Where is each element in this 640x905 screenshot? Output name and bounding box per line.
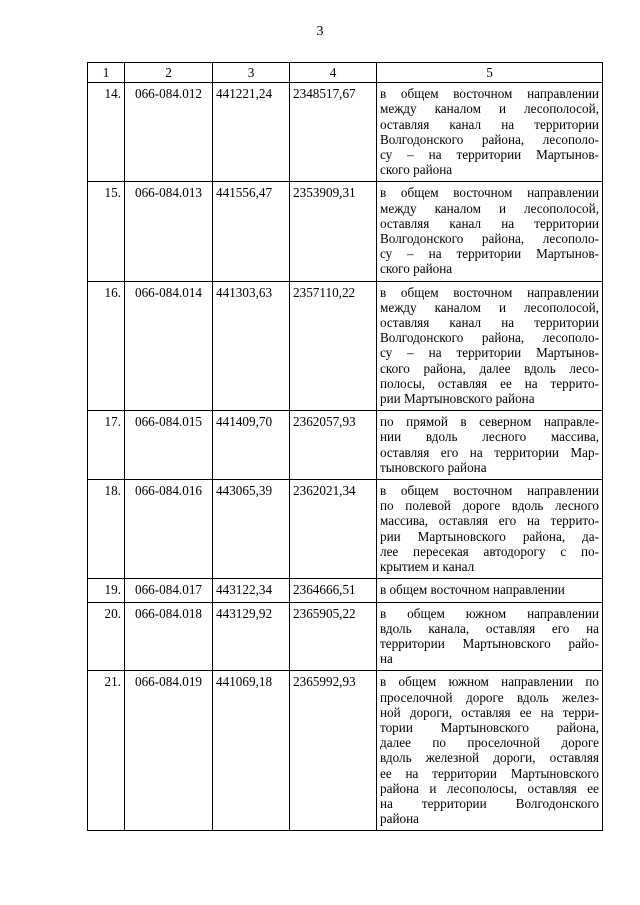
description-cell — [377, 281, 603, 411]
row-number-cell: 21. — [88, 671, 125, 831]
y-coordinate-cell: 2365992,93 — [290, 671, 377, 831]
table-row — [88, 602, 603, 671]
description-line: между каналом и лесополосой, — [380, 200, 599, 216]
description-line: массива, оставляя его на террито- — [380, 513, 599, 529]
row-number-cell: 15. — [88, 182, 125, 281]
description-cell — [377, 411, 603, 480]
description-line: Волгодонского района, лесополо- — [380, 330, 599, 346]
description-line: рии Мартыновского района, да- — [380, 528, 599, 544]
description-line: ского района — [380, 162, 453, 178]
point-code-cell: 066-084.017 — [125, 579, 213, 602]
row-number-cell: 20. — [88, 602, 125, 671]
description-line: района — [380, 811, 420, 827]
description-line: нии вдоль лесного массива, — [380, 429, 599, 445]
table-header-row — [88, 63, 603, 83]
point-code-cell: 066-084.018 — [125, 602, 213, 671]
x-coordinate-cell: 441221,24 — [213, 83, 290, 182]
description-line: тыновского района — [380, 459, 487, 475]
table-row — [88, 579, 603, 602]
x-coordinate-cell: 441409,70 — [213, 411, 290, 480]
description-line: тории Мартыновского района, — [380, 719, 599, 735]
boundary-table — [87, 62, 603, 831]
row-number-cell: 19. — [88, 579, 125, 602]
header-cell-2: 2 — [125, 63, 213, 83]
description-line: оставляя канал на территории — [380, 116, 599, 132]
table-row — [88, 671, 603, 831]
description-line: в общем восточном направлении — [380, 483, 599, 499]
row-number-cell: 16. — [88, 281, 125, 411]
description-cell — [377, 602, 603, 671]
table-row — [88, 480, 603, 579]
table-body — [88, 63, 603, 831]
row-number-cell: 14. — [88, 83, 125, 182]
description-line: су – на территории Мартынов- — [380, 345, 599, 361]
description-line: района и лесополосы, оставляя ее — [380, 780, 599, 796]
x-coordinate-cell: 443122,34 — [213, 579, 290, 602]
description-line: ского района — [380, 261, 453, 277]
point-code-cell: 066-084.019 — [125, 671, 213, 831]
row-number-cell: 17. — [88, 411, 125, 480]
description-line: оставляя канал на территории — [380, 215, 599, 231]
description-line: ее на территории Мартыновского — [380, 765, 599, 781]
description-line: по полевой дороге вдоль лесного — [380, 498, 599, 514]
x-coordinate-cell: 441556,47 — [213, 182, 290, 281]
description-line: в общем восточном направлении — [380, 582, 565, 598]
y-coordinate-cell: 2365905,22 — [290, 602, 377, 671]
description-line: на территории Волгодонского — [380, 795, 599, 811]
description-line: оставляя его на территории Мар- — [380, 444, 599, 460]
x-coordinate-cell: 443129,92 — [213, 602, 290, 671]
description-line: в общем восточном направлении — [380, 284, 599, 300]
description-line: по прямой в северном направле- — [380, 414, 599, 430]
description-line: в общем восточном направлении — [380, 185, 599, 201]
description-line: проселочной дороге вдоль желез- — [380, 689, 599, 705]
description-line: су – на территории Мартынов- — [380, 246, 599, 262]
table-row — [88, 281, 603, 411]
y-coordinate-cell: 2362057,93 — [290, 411, 377, 480]
point-code-cell: 066-084.016 — [125, 480, 213, 579]
description-line: между каналом и лесополосой, — [380, 299, 599, 315]
description-cell — [377, 83, 603, 182]
point-code-cell: 066-084.012 — [125, 83, 213, 182]
description-line: далее по проселочной дороге — [380, 735, 599, 751]
description-cell — [377, 671, 603, 831]
description-cell — [377, 579, 603, 602]
table-row — [88, 411, 603, 480]
x-coordinate-cell: 443065,39 — [213, 480, 290, 579]
table-row — [88, 83, 603, 182]
y-coordinate-cell: 2364666,51 — [290, 579, 377, 602]
header-cell-1: 1 — [88, 63, 125, 83]
description-line: полосы, оставляя ее на террито- — [380, 375, 599, 391]
x-coordinate-cell: 441303,63 — [213, 281, 290, 411]
description-line: ной дороги, оставляя ее на терри- — [380, 704, 599, 720]
description-line: вдоль канала, оставляя его на — [380, 620, 599, 636]
description-line: оставляя канал на территории — [380, 315, 599, 331]
description-line: лее пересекая автодорогу с по- — [380, 543, 599, 559]
description-cell — [377, 480, 603, 579]
description-line: в общем восточном направлении — [380, 86, 599, 102]
description-line: крытием и канал — [380, 559, 475, 575]
y-coordinate-cell: 2357110,22 — [290, 281, 377, 411]
description-cell — [377, 182, 603, 281]
header-cell-3: 3 — [213, 63, 290, 83]
description-line: в общем южном направлении — [380, 605, 599, 621]
point-code-cell: 066-084.013 — [125, 182, 213, 281]
page-number: 3 — [316, 24, 324, 39]
x-coordinate-cell: 441069,18 — [213, 671, 290, 831]
description-line: территории Мартыновского райо- — [380, 635, 599, 651]
description-line: между каналом и лесополосой, — [380, 101, 599, 117]
header-cell-4: 4 — [290, 63, 377, 83]
description-line: на — [380, 651, 393, 667]
y-coordinate-cell: 2353909,31 — [290, 182, 377, 281]
point-code-cell: 066-084.014 — [125, 281, 213, 411]
point-code-cell: 066-084.015 — [125, 411, 213, 480]
description-line: ского района, далее вдоль лесо- — [380, 360, 599, 376]
y-coordinate-cell: 2362021,34 — [290, 480, 377, 579]
y-coordinate-cell: 2348517,67 — [290, 83, 377, 182]
row-number-cell: 18. — [88, 480, 125, 579]
description-line: в общем южном направлении по — [380, 674, 599, 690]
description-line: рии Мартыновского района — [380, 391, 535, 407]
description-line: су – на территории Мартынов- — [380, 147, 599, 163]
description-line: Волгодонского района, лесополо- — [380, 131, 599, 147]
table-row — [88, 182, 603, 281]
description-line: вдоль железной дороги, оставляя — [380, 750, 599, 766]
header-cell-5: 5 — [377, 63, 603, 83]
description-line: Волгодонского района, лесополо- — [380, 231, 599, 247]
